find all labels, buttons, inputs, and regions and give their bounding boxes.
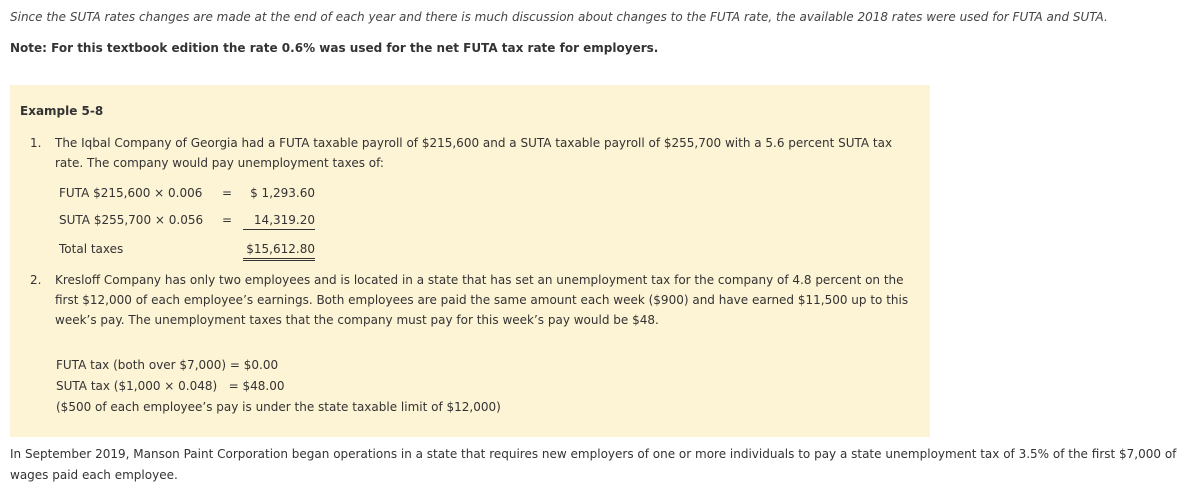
calc-value: 14,319.20 — [243, 211, 315, 230]
note-text: Note: For this textbook edition the rate 0.6% was used for the net FUTA tax rate for employers. — [10, 41, 659, 55]
calc-value: $ 1,293.60 — [250, 186, 315, 200]
calc-equals: = — [222, 213, 233, 227]
tax-line: ($500 of each employee’s pay is under the state taxable limit of $12,000) — [56, 400, 501, 414]
calc-row-suta — [10, 211, 410, 229]
tax-line: FUTA tax (both over $7,000) = $0.00 — [56, 358, 279, 372]
item-number: 2. — [30, 273, 42, 287]
calc-row-futa — [10, 184, 410, 202]
example-box — [10, 85, 930, 437]
calc-label: Total taxes — [59, 242, 124, 256]
tax-lines — [56, 355, 501, 418]
calc-label: FUTA $215,600 × 0.006 — [59, 186, 203, 200]
item-text: The Iqbal Company of Georgia had a FUTA taxable payroll of $215,600 and a SUTA taxable payroll of $255,700 with a 5.6 percent SUTA tax rate. The company would pay unemployment taxes of: — [55, 136, 893, 170]
calc-total-value: $15,612.80 — [243, 240, 315, 261]
tax-line: SUTA tax ($1,000 × 0.048) = $48.00 — [56, 379, 285, 393]
example-title: Example 5-8 — [20, 104, 104, 118]
item-text: Kresloff Company has only two employees and is located in a state that has set an unemployment tax for the company of 4.8 percent on the first $12,000 of each employee’s earnings. Both employees are paid the same amount each week ($900) and have earned $11,500 up to this week’s pay. The unemployment taxes that the company must pay for this week’s pay would be $48. — [55, 273, 909, 327]
item-number: 1. — [30, 136, 42, 150]
intro-text: Since the SUTA rates changes are made at the end of each year and there is much discussion about changes to the FUTA rate, the available 2018 rates were used for FUTA and SUTA. — [10, 10, 1108, 24]
outro-text: In September 2019, Manson Paint Corporation began operations in a state that requires new employers of one or more individuals to pay a state unemployment tax of 3.5% of the first $7,000 of wages paid each employee. — [10, 447, 1177, 482]
calc-row-total — [10, 240, 410, 258]
calc-label: SUTA $255,700 × 0.056 — [59, 213, 204, 227]
calc-equals: = — [222, 186, 233, 200]
